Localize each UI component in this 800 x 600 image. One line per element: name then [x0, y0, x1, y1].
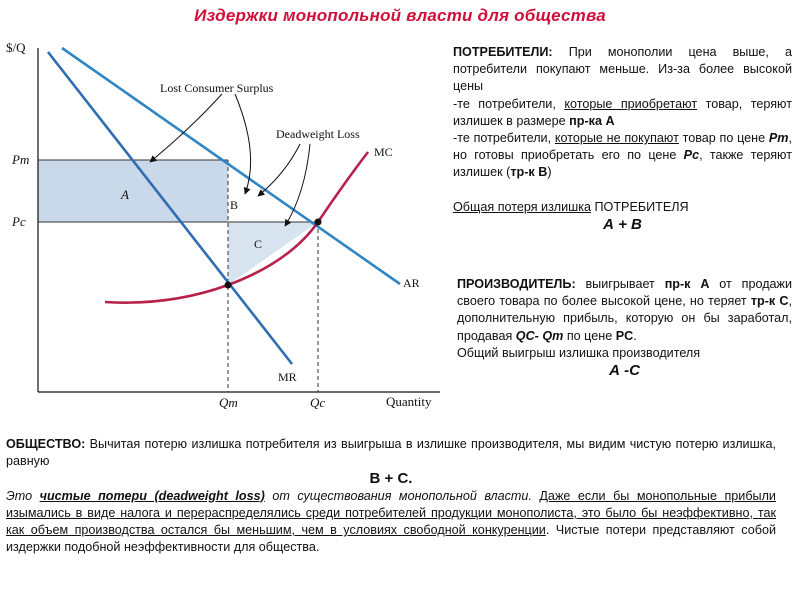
producer-t3: , дополнительную прибыль, которую он бы заработал, продавая — [457, 294, 792, 343]
society-formula: В + С. — [369, 470, 413, 488]
consumers-heading: ПОТРЕБИТЕЛИ: — [453, 45, 553, 59]
society-deadweight-loss: чистые потери (deadweight loss) — [39, 488, 265, 503]
mr-label: MR — [278, 370, 297, 384]
producer-t1-bold: пр-к А — [664, 277, 710, 291]
society-panel — [6, 436, 776, 556]
consumers-line2-mid: товар по цене — [678, 131, 769, 146]
society-s1: Это — [6, 488, 40, 503]
producer-t4-bold: PC — [615, 328, 634, 343]
consumers-line1-underlined: которые приобретают — [564, 96, 698, 111]
area-b-label: B — [230, 198, 239, 212]
producer-total-formula: А -С — [609, 362, 640, 380]
area-a-label: A — [121, 187, 129, 202]
producer-t2: от продажи своего товара по более высокой цене, но теряет — [457, 277, 792, 309]
consumers-pc: Pc — [683, 148, 700, 163]
consumers-line1-bold: пр-ка А — [569, 113, 615, 128]
mr-mc-point — [225, 282, 232, 289]
consumers-total-underlined: Общая потеря излишка — [453, 199, 591, 214]
producer-t2-bold: тр-к С — [750, 294, 789, 309]
consumers-intro: При монополии цена выше, а потребители покупают меньше. Из-за более высокой цены — [453, 45, 792, 94]
society-s2-underlined: Даже если бы монопольные прибыли изымались в виде налога и перераспределялись среди потребителей продукции монополиста, это было бы неэффективно, так как объем производства остался бы меньшим, чем в условиях свободной конкуренции — [6, 488, 776, 538]
society-heading: ОБЩЕСТВО: — [6, 437, 86, 451]
ar-label: AR — [403, 276, 420, 290]
producer-total: Общий выигрыш излишка производителя — [457, 345, 701, 360]
producer-t1: выигрывает — [575, 277, 665, 291]
area-c-triangle — [228, 222, 318, 285]
society-p1: Вычитая потерю излишка потребителя из выигрыша в излишке производителя, мы видим чистую потерю излишка, равную — [6, 437, 776, 469]
mc-label: MC — [374, 145, 393, 159]
producer-t3-bold: QC- Qm — [515, 328, 564, 343]
consumers-line2-mid2: , но готовы приобретать его по цене — [453, 131, 792, 163]
area-a-b-rect — [38, 160, 228, 222]
consumers-line1-mid: товар, теряют излишек в размере — [453, 96, 792, 128]
page-title: Издержки монопольной власти для общества — [194, 6, 606, 25]
monopoly-diagram — [0, 34, 445, 416]
consumers-line1-pre: -те потребители, — [453, 96, 565, 111]
ar-mc-point — [315, 219, 322, 226]
society-s2: от существования монопольной власти. — [264, 488, 540, 503]
consumers-line2-pre: -те потребители, — [453, 131, 555, 146]
consumers-total-formula: А + В — [603, 215, 642, 233]
consumers-pm: Pm — [768, 131, 789, 146]
deadweight-loss-label: Deadweight Loss — [276, 127, 360, 141]
area-c-label: C — [254, 237, 263, 251]
lost-consumer-surplus-label: Lost Consumer Surplus — [160, 81, 274, 95]
producer-panel — [457, 276, 792, 379]
producer-t5: . — [633, 328, 637, 343]
society-s3: . Чистые потери представляют собой издержки подобной неэффективности для общества. — [6, 523, 776, 555]
producer-t4: по цене — [563, 328, 616, 343]
pc-label: Pc — [12, 214, 26, 229]
consumers-line2-bold: тр-к В — [510, 165, 548, 180]
qc-label: Qc — [310, 395, 326, 410]
consumers-line2-underlined: которые не покупают — [554, 131, 679, 146]
y-axis-label: $/Q — [6, 40, 26, 55]
pm-label: Pm — [12, 152, 30, 167]
consumers-total-rest: ПОТРЕБИТЕЛЯ — [591, 199, 689, 214]
consumers-line2-end: , также теряют излишек ( — [453, 148, 792, 180]
x-axis-label: Quantity — [386, 394, 432, 409]
producer-heading: ПРОИЗВОДИТЕЛЬ: — [457, 277, 576, 291]
consumers-line2-close: ) — [547, 165, 552, 180]
qm-label: Qm — [219, 395, 238, 410]
consumers-panel — [453, 44, 792, 233]
